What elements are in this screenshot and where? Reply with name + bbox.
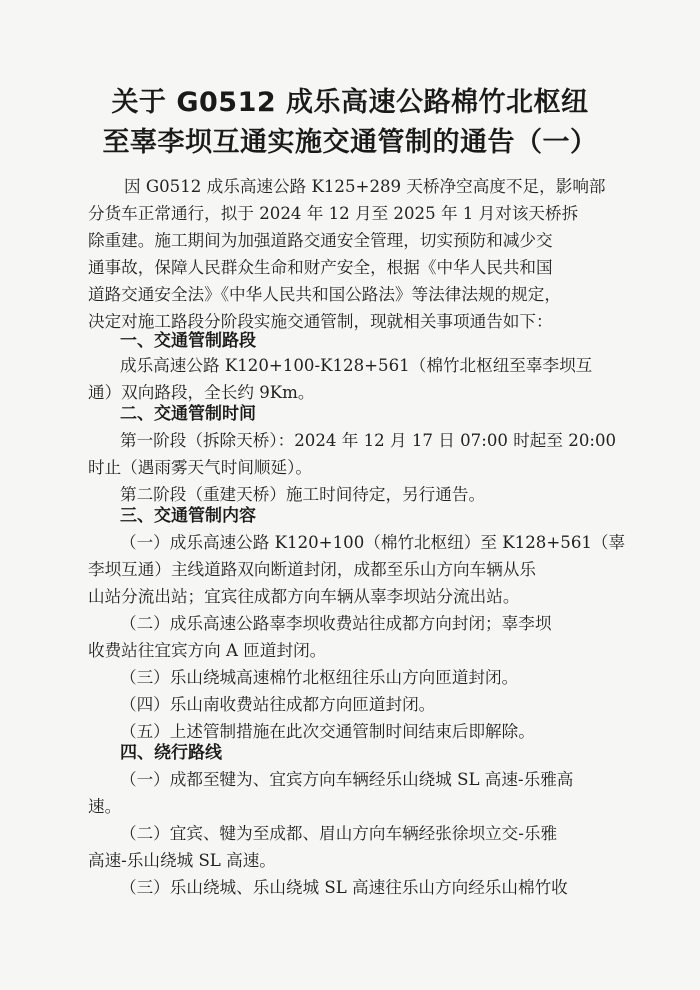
body-line: （四）乐山南收费站往成都方向匝道封闭。 xyxy=(120,695,436,714)
body-line: （二）成乐高速公路辜李坝收费站往成都方向封闭；辜李坝 xyxy=(120,614,552,633)
body-line: 山站分流出站；宜宾往成都方向车辆从辜李坝站分流出站。 xyxy=(88,587,520,606)
intro-line: 除重建。施工期间为加强道路交通安全管理，切实预防和减少交 xyxy=(88,231,553,250)
body-line: 成乐高速公路 K120+100-K128+561（棉竹北枢纽至辜李坝互 xyxy=(120,356,593,375)
notice-title-line-2: 至辜李坝互通实施交通管制的通告（一） xyxy=(102,127,598,158)
intro-line: 通事故，保障人民群众生命和财产安全，根据《中华人民共和国 xyxy=(88,258,553,277)
body-line: 李坝互通）主线道路双向断道封闭，成都至乐山方向车辆从乐 xyxy=(88,560,537,579)
notice-title-line-1: 关于 G0512 成乐高速公路棉竹北枢纽 xyxy=(111,87,589,118)
section-heading: 二、交通管制时间 xyxy=(120,404,256,424)
body-line: 高速-乐山绕城 SL 高速。 xyxy=(88,851,276,870)
section-heading: 一、交通管制路段 xyxy=(120,331,256,351)
section-heading: 三、交通管制内容 xyxy=(120,506,256,526)
body-line: 速。 xyxy=(88,797,122,816)
body-line: （一）成都至犍为、宜宾方向车辆经乐山绕城 SL 高速-乐雅高 xyxy=(120,770,574,789)
body-line: （五）上述管制措施在此次交通管制时间结束后即解除。 xyxy=(120,722,535,741)
body-line: 通）双向路段，全长约 9Km。 xyxy=(88,383,315,402)
body-line: （三）乐山绕城高速棉竹北枢纽往乐山方向匝道封闭。 xyxy=(120,668,519,687)
body-line: 收费站往宜宾方向 A 匝道封闭。 xyxy=(88,641,327,660)
body-line: 时止（遇雨雾天气时间顺延）。 xyxy=(88,458,313,477)
body-line: （二）宜宾、犍为至成都、眉山方向车辆经张徐坝立交-乐雅 xyxy=(120,824,558,843)
section-heading: 四、绕行路线 xyxy=(120,743,222,763)
body-line: 第一阶段（拆除天桥）：2024 年 12 月 17 日 07:00 时起至 20:00 xyxy=(120,431,617,450)
body-line: 第二阶段（重建天桥）施工时间待定，另行通告。 xyxy=(120,485,486,504)
body-line: （三）乐山绕城、乐山绕城 SL 高速往乐山方向经乐山棉竹收 xyxy=(120,878,568,897)
intro-line: 分货车正常通行，拟于 2024 年 12 月至 2025 年 1 月对该天桥拆 xyxy=(88,204,579,223)
body-line: （一）成乐高速公路 K120+100（棉竹北枢纽）至 K128+561（辜 xyxy=(120,533,626,552)
intro-line: 决定对施工路段分阶段实施交通管制，现就相关事项通告如下： xyxy=(88,312,553,331)
intro-line: 因 G0512 成乐高速公路 K125+289 天桥净空高度不足，影响部 xyxy=(124,177,606,196)
intro-line: 道路交通安全法》《中华人民共和国公路法》等法律法规的规定， xyxy=(88,285,561,304)
